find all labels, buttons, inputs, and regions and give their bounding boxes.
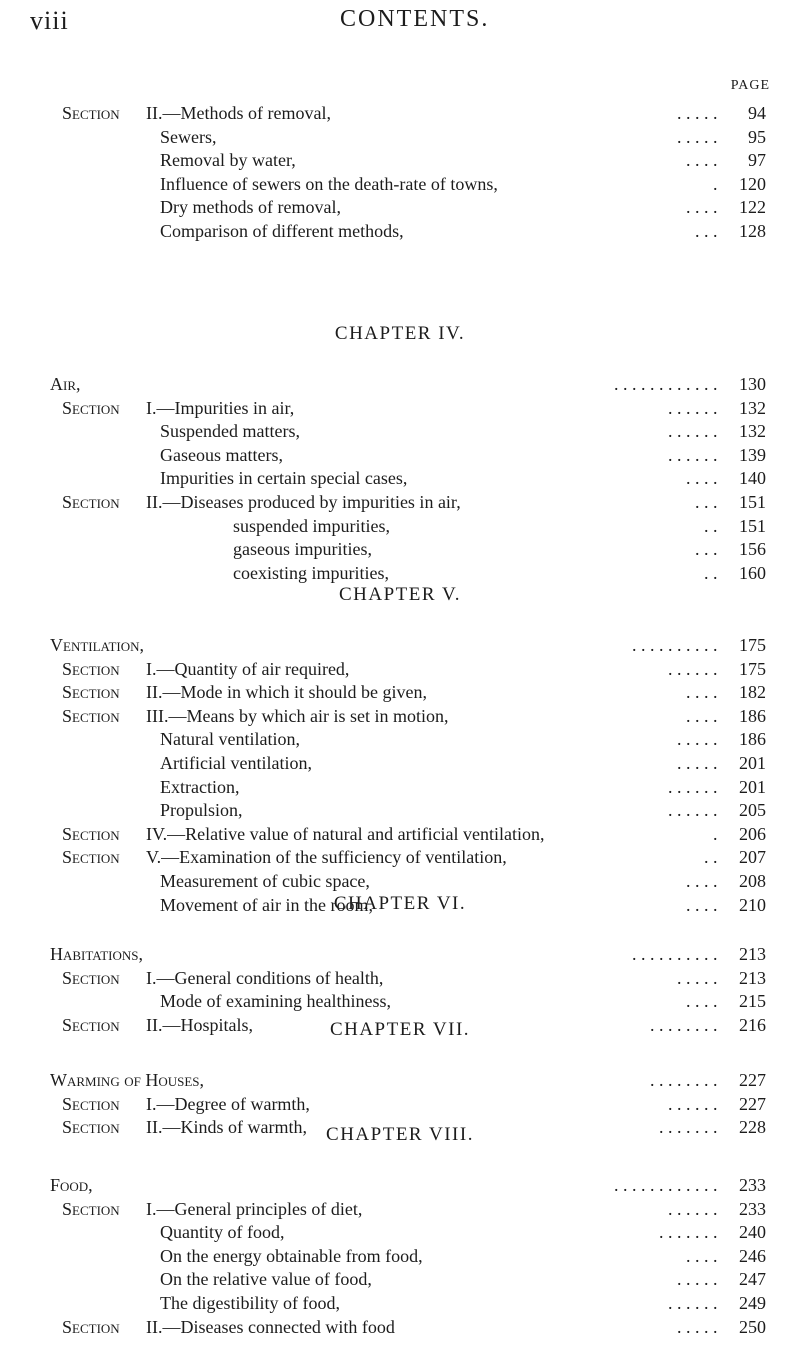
chapter-heading: CHAPTER V. <box>339 584 461 605</box>
toc-entry[interactable] <box>0 870 800 892</box>
toc-entry[interactable] <box>0 846 800 868</box>
page-number: viii <box>30 6 69 35</box>
section-label: Section <box>62 682 120 702</box>
entry-title: II.—Diseases connected with food <box>146 1317 395 1337</box>
leader-dots: . . . . . . <box>668 1199 718 1219</box>
entry-title: IV.—Relative value of natural and artificial ventilation, <box>146 824 545 844</box>
leader-dots: . . . . . . <box>668 445 718 465</box>
leader-dots: . . . . . . <box>668 777 718 797</box>
leader-dots: . . . . . . . . . . <box>632 944 718 964</box>
page-ref: 227 <box>739 1094 766 1114</box>
entry-title: I.—General principles of diet, <box>146 1199 363 1219</box>
leader-dots: . . . <box>695 221 718 241</box>
section-label: Section <box>62 824 120 844</box>
section-label: Section <box>62 492 120 512</box>
section-label: Section <box>62 659 120 679</box>
toc-entry[interactable] <box>0 444 800 466</box>
leader-dots: . . . . <box>686 1246 718 1266</box>
page-ref: 201 <box>739 777 766 797</box>
toc-entry[interactable] <box>0 467 800 489</box>
toc-entry[interactable] <box>0 196 800 218</box>
leader-dots: . . . . . . . . . . . . <box>614 1175 718 1195</box>
page-ref: 215 <box>739 991 766 1011</box>
page-ref: 213 <box>739 968 766 988</box>
leader-dots: . . . <box>695 492 718 512</box>
page-ref: 120 <box>739 174 766 194</box>
entry-title: The digestibility of food, <box>160 1293 340 1313</box>
leader-dots: . . . . . . . . <box>650 1070 718 1090</box>
toc-entry[interactable] <box>0 397 800 419</box>
entry-title: V.—Examination of the sufficiency of ventilation, <box>146 847 507 867</box>
page-ref: 182 <box>739 682 766 702</box>
leader-dots: . . . . . <box>677 1269 718 1289</box>
page-ref: 206 <box>739 824 766 844</box>
entry-title: On the energy obtainable from food, <box>160 1246 423 1266</box>
toc-entry[interactable] <box>0 1292 800 1314</box>
entry-title: Movement of air in the room, <box>160 895 373 915</box>
entry-title: II.—Hospitals, <box>146 1015 253 1035</box>
leader-dots: . . . . . . <box>668 659 718 679</box>
page-ref: 233 <box>739 1199 766 1219</box>
toc-entry[interactable] <box>0 728 800 750</box>
toc-entry[interactable] <box>0 752 800 774</box>
toc-entry[interactable] <box>0 990 800 1012</box>
entry-title: I.—General conditions of health, <box>146 968 384 988</box>
page-ref: 94 <box>748 103 766 123</box>
page-ref: 130 <box>739 374 766 394</box>
page-ref: 210 <box>739 895 766 915</box>
page-ref: 205 <box>739 800 766 820</box>
chapter-heading: CHAPTER VIII. <box>326 1124 474 1145</box>
toc-entry[interactable] <box>0 634 800 656</box>
page-ref: 160 <box>739 563 766 583</box>
page-ref: 132 <box>739 398 766 418</box>
page-ref: 186 <box>739 706 766 726</box>
toc-entry[interactable] <box>0 1245 800 1267</box>
toc-entry[interactable] <box>0 491 800 513</box>
section-label: Section <box>62 1094 120 1114</box>
toc-entry[interactable] <box>0 373 800 395</box>
section-label: Section <box>62 103 120 123</box>
page-ref: 156 <box>739 539 766 559</box>
entry-title: Ventilation, <box>50 635 145 655</box>
leader-dots: . . . . . . . . <box>650 1015 718 1035</box>
toc-entry[interactable] <box>0 1069 800 1091</box>
page-ref: 201 <box>739 753 766 773</box>
toc-entry[interactable] <box>0 420 800 442</box>
entry-title: Removal by water, <box>160 150 296 170</box>
toc-entry[interactable] <box>0 1093 800 1115</box>
entry-title: II.—Kinds of warmth, <box>146 1117 307 1137</box>
toc-entry[interactable] <box>0 538 800 560</box>
page-ref: 97 <box>748 150 766 170</box>
page-ref: 186 <box>739 729 766 749</box>
leader-dots: . . . . . . <box>668 421 718 441</box>
section-label: Section <box>62 1117 120 1137</box>
chapter-heading: CHAPTER VII. <box>329 1019 471 1040</box>
toc-entry[interactable] <box>0 967 800 989</box>
entry-title: On the relative value of food, <box>160 1269 372 1289</box>
entry-title: Warming of Houses, <box>50 1070 205 1090</box>
leader-dots: . . . . . . <box>668 1094 718 1114</box>
chapter-heading: CHAPTER IV. <box>334 323 466 344</box>
leader-dots: . . . . . <box>677 127 718 147</box>
entry-title: III.—Means by which air is set in motion, <box>146 706 449 726</box>
entry-title: I.—Impurities in air, <box>146 398 295 418</box>
entry-title: Sewers, <box>160 127 217 147</box>
toc-entry[interactable] <box>0 515 800 537</box>
page-ref: 208 <box>739 871 766 891</box>
chapter-heading: CHAPTER VI. <box>333 893 467 914</box>
page-ref: 247 <box>739 1269 766 1289</box>
page-ref: 213 <box>739 944 766 964</box>
entry-title: Impurities in certain special cases, <box>160 468 408 488</box>
toc-entry[interactable] <box>0 1198 800 1220</box>
page-ref: 227 <box>739 1070 766 1090</box>
page-ref: 122 <box>739 197 766 217</box>
leader-dots: . . . . . . <box>668 398 718 418</box>
toc-entry[interactable] <box>0 126 800 148</box>
page-ref: 228 <box>739 1117 766 1137</box>
leader-dots: . . . . <box>686 991 718 1011</box>
page-ref: 128 <box>739 221 766 241</box>
leader-dots: . . . <box>695 539 718 559</box>
leader-dots: . <box>713 824 718 844</box>
entry-title: Mode of examining healthiness, <box>160 991 391 1011</box>
entry-title: Artificial ventilation, <box>160 753 312 773</box>
entry-title: Measurement of cubic space, <box>160 871 370 891</box>
toc-entry[interactable] <box>0 823 800 845</box>
section-label: Section <box>62 398 120 418</box>
toc-entry[interactable] <box>0 1268 800 1290</box>
page-ref: 95 <box>748 127 766 147</box>
page-column-label: PAGE <box>730 78 770 93</box>
entry-title: II.—Diseases produced by impurities in air, <box>146 492 461 512</box>
leader-dots: . <box>713 174 718 194</box>
entry-title: gaseous impurities, <box>233 539 372 559</box>
page-ref: 216 <box>739 1015 766 1035</box>
entry-title: Food, <box>50 1175 93 1195</box>
entry-title: suspended impurities, <box>233 516 390 536</box>
leader-dots: . . . . . . . <box>659 1117 718 1137</box>
entry-title: Quantity of food, <box>160 1222 285 1242</box>
entry-title: Dry methods of removal, <box>160 197 341 217</box>
leader-dots: . . <box>704 563 718 583</box>
leader-dots: . . <box>704 516 718 536</box>
leader-dots: . . . . <box>686 197 718 217</box>
toc-entry[interactable] <box>0 776 800 798</box>
toc-entry[interactable] <box>0 173 800 195</box>
running-title: CONTENTS. <box>340 6 490 32</box>
toc-entry[interactable] <box>0 705 800 727</box>
entry-title: Habitations, <box>50 944 144 964</box>
toc-entry[interactable] <box>0 562 800 584</box>
leader-dots: . . . . . . <box>668 800 718 820</box>
section-label: Section <box>62 1015 120 1035</box>
toc-entry[interactable] <box>0 1316 800 1338</box>
leader-dots: . . . . <box>686 150 718 170</box>
toc-entry[interactable] <box>0 943 800 965</box>
toc-entry[interactable] <box>0 1221 800 1243</box>
page-ref: 233 <box>739 1175 766 1195</box>
toc-entry[interactable] <box>0 149 800 171</box>
entry-title: II.—Mode in which it should be given, <box>146 682 427 702</box>
section-label: Section <box>62 1199 120 1219</box>
leader-dots: . . . . . . . . . . . . <box>614 374 718 394</box>
entry-title: Suspended matters, <box>160 421 300 441</box>
page-ref: 139 <box>739 445 766 465</box>
leader-dots: . . . . <box>686 682 718 702</box>
page-ref: 240 <box>739 1222 766 1242</box>
leader-dots: . . . . <box>686 468 718 488</box>
page-ref: 249 <box>739 1293 766 1313</box>
section-label: Section <box>62 847 120 867</box>
leader-dots: . . . . <box>686 871 718 891</box>
page-ref: 151 <box>739 492 766 512</box>
entry-title: Propulsion, <box>160 800 243 820</box>
entry-title: Influence of sewers on the death-rate of towns, <box>160 174 498 194</box>
toc-entry[interactable] <box>0 102 800 124</box>
entry-title: Air, <box>50 374 81 394</box>
page-ref: 140 <box>739 468 766 488</box>
page-header <box>0 0 800 60</box>
toc-entry[interactable] <box>0 1174 800 1196</box>
leader-dots: . . . . . . <box>668 1293 718 1313</box>
leader-dots: . . . . <box>686 895 718 915</box>
entry-title: Natural ventilation, <box>160 729 300 749</box>
page-ref: 132 <box>739 421 766 441</box>
toc-entry[interactable] <box>0 220 800 242</box>
page-ref: 151 <box>739 516 766 536</box>
leader-dots: . . . . . <box>677 1317 718 1337</box>
section-label: Section <box>62 706 120 726</box>
toc-entry[interactable] <box>0 658 800 680</box>
entry-title: Extraction, <box>160 777 240 797</box>
leader-dots: . . . . . <box>677 103 718 123</box>
page-ref: 250 <box>739 1317 766 1337</box>
page-ref: 175 <box>739 659 766 679</box>
page-ref: 246 <box>739 1246 766 1266</box>
page-ref: 207 <box>739 847 766 867</box>
entry-title: Gaseous matters, <box>160 445 283 465</box>
leader-dots: . . . . . . . <box>659 1222 718 1242</box>
toc-entry[interactable] <box>0 681 800 703</box>
entry-title: coexisting impurities, <box>233 563 389 583</box>
entry-title: I.—Degree of warmth, <box>146 1094 310 1114</box>
page-ref: 175 <box>739 635 766 655</box>
leader-dots: . . . . <box>686 706 718 726</box>
entry-title: II.—Methods of removal, <box>146 103 331 123</box>
leader-dots: . . <box>704 847 718 867</box>
leader-dots: . . . . . . . . . . <box>632 635 718 655</box>
entry-title: Comparison of different methods, <box>160 221 404 241</box>
leader-dots: . . . . . <box>677 729 718 749</box>
entry-title: I.—Quantity of air required, <box>146 659 350 679</box>
section-label: Section <box>62 1317 120 1337</box>
section-label: Section <box>62 968 120 988</box>
toc-entry[interactable] <box>0 799 800 821</box>
leader-dots: . . . . . <box>677 753 718 773</box>
leader-dots: . . . . . <box>677 968 718 988</box>
